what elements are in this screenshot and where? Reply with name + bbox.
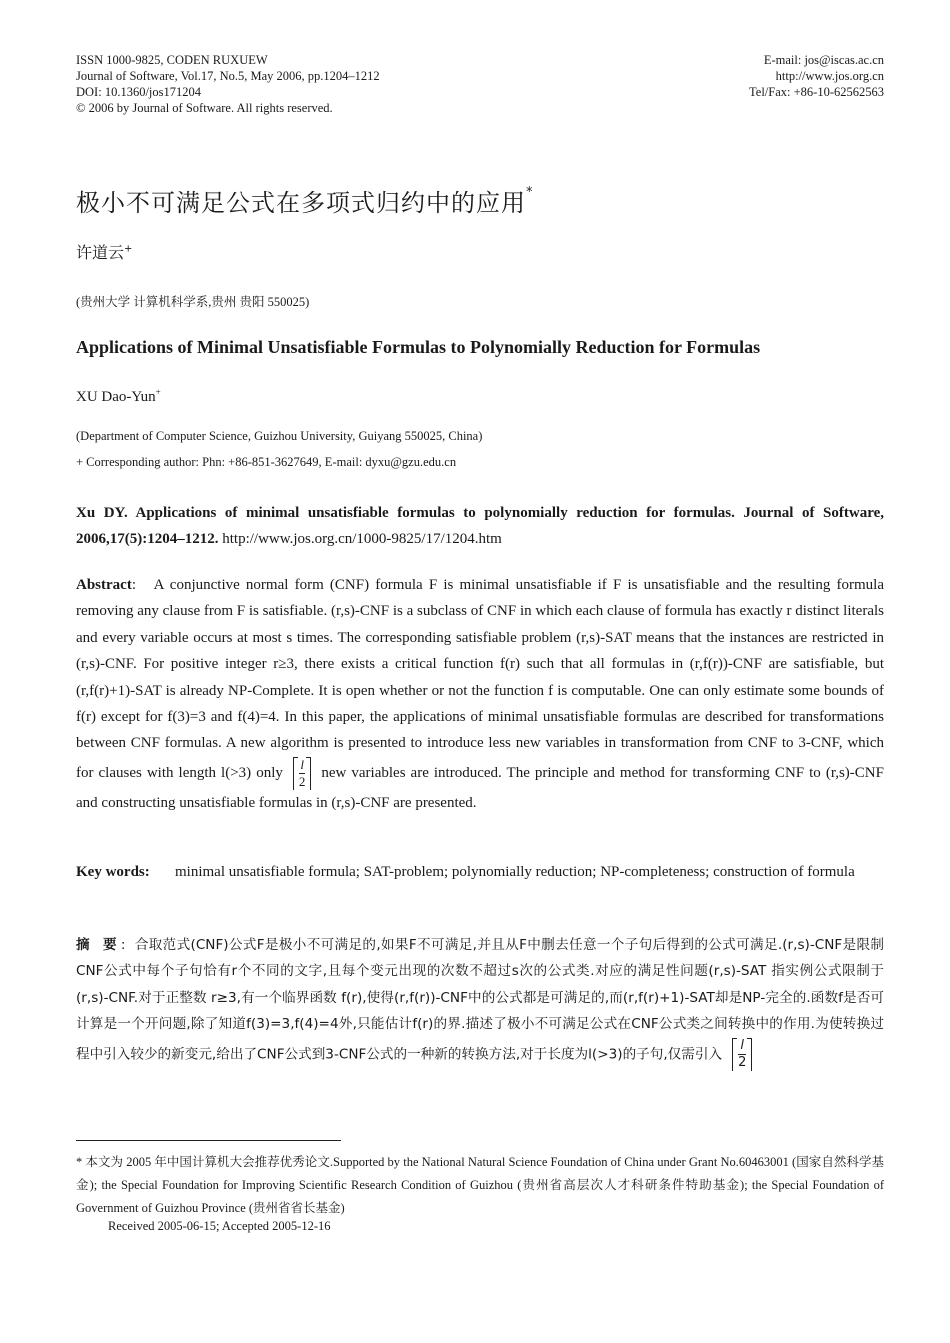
journal-email: E-mail: jos@iscas.ac.cn bbox=[763, 53, 884, 67]
received-dates: Received 2005-06-15; Accepted 2005-12-16 bbox=[108, 1219, 331, 1233]
abstract-label: Abstract bbox=[76, 577, 132, 593]
abstract-text-continued: new variables are introduced. The principle and method for transforming CNF to (r,s)-CNF and constructing unsatisfiable formulas in (r,s)-CNF are presented. bbox=[76, 764, 884, 811]
fraction-numerator: l bbox=[300, 756, 304, 772]
ceiling-fraction bbox=[293, 757, 312, 790]
english-title: Applications of Minimal Unsatisfiable Formulas to Polynomially Reduction for Formulas bbox=[76, 337, 761, 357]
copyright-line: © 2006 by Journal of Software. All rights reserved. bbox=[76, 101, 333, 115]
citation-text: Xu DY. Applications of minimal unsatisfiable formulas to polynomially reduction for formulas. Journal of Software, 2006,17(5):1204–1212. bbox=[76, 505, 884, 547]
english-author bbox=[76, 387, 161, 406]
chinese-ceiling-fraction bbox=[732, 1038, 752, 1071]
footnote: * 本文为 2005 年中国计算机大会推荐优秀论文.Supported by the National Natural Science Foundation of China under Grant No.60463001 (国家自然科学基金); the Special Foundation for Improving Scientific Research Condition of Guizhou (贵州省高层次人才科研条件特助基金); the Special Foundation of Government of Guizhou Province (贵州省省长基金) bbox=[76, 1155, 884, 1215]
abstract-text: A conjunctive normal form (CNF) formula F is minimal unsatisfiable if F is unsatisfiable and the resulting formula removing any clause from F is satisfiable. (r,s)-CNF is a subclass of CNF in which each clause of formula has exactly r distinct literals and every variable occurs at most s times. The corresponding satisfiable problem (r,s)-SAT means that the instances are restricted in (r,s)-CNF. For positive integer r≥3, there exists a critical function f(r) such that all formulas in (r,f(r))-CNF are satisfiable, but (r,f(r)+1)-SAT is already NP-Complete. It is open whether or not the function f is computable. One can only estimate some bounds of f(r) except for f(3)=3 and f(4)=4. In this paper, the applications of minimal unsatisfiable formulas are described for transformations between CNF formulas. A new algorithm is presented to introduce less new variables in transformation from CNF to 3-CNF, which for clauses with length l(>3) only bbox=[76, 577, 884, 781]
english-author-mark: + bbox=[155, 387, 161, 397]
chinese-author bbox=[76, 240, 132, 263]
keywords bbox=[76, 859, 884, 885]
chinese-abstract: 摘 要: 合取范式(CNF)公式F是极小不可满足的,如果F不可满足,并且从F中删去任意一个子句后得到的公式可满足.(r,s)-CNF是限制CNF公式中每个子句恰有r个不同的文字,且每个变元出现的次数不超过s次的公式类.对应的满足性问题(r,s)-SAT 指实例公式限制于(r,s)-CNF.对于正整数 r≥3,有一个临界函数 f(r),使得(r,f(r))-CNF中的公式都是可满足的,而(r,f(r)+1)-SAT却是NP-完全的.函数f是否可计算是一个开问题,除了知道f(3)=3,f(4)=4外,只能估计f(r)的界.描述了极小不可满足公式在CNF公式类之间转换中的作用.为使转换过程中引入较少的新变元,给出了CNF公式到3-CNF公式的一种新的转换方法,对于长度为l(>3)的子句,仅需引入 $\frac{l}{2}$ bbox=[76, 937, 884, 1070]
fraction-denominator: 2 bbox=[298, 773, 306, 789]
journal-volume-line: Journal of Software, Vol.17, No.5, May 2006, pp.1204–1212 bbox=[76, 69, 380, 83]
chinese-author-name: 许道云 bbox=[76, 243, 125, 262]
author-mark: + bbox=[124, 243, 133, 255]
journal-header-left bbox=[76, 52, 380, 116]
chinese-fraction-denominator: 2 bbox=[738, 1054, 747, 1070]
journal-website: http://www.jos.org.cn bbox=[775, 69, 884, 83]
chinese-title-text: 极小不可满足公式在多项式归约中的应用 bbox=[76, 189, 526, 217]
citation-url[interactable]: http://www.jos.org.cn/1000-9825/17/1204.htm bbox=[222, 531, 502, 547]
journal-telfax: Tel/Fax: +86-10-62562563 bbox=[749, 85, 884, 99]
corresponding-author: + Corresponding author: Phn: +86-851-3627649, E-mail: dyxu@gzu.edu.cn bbox=[76, 455, 457, 469]
footnote-divider bbox=[76, 1140, 341, 1141]
chinese-abstract-label: 摘 要 bbox=[76, 937, 121, 953]
keywords-text: minimal unsatisfiable formula; SAT-problem; polynomially reduction; NP-completeness; construction of formula bbox=[175, 864, 855, 880]
journal-header-right bbox=[749, 52, 884, 100]
citation bbox=[76, 500, 884, 552]
chinese-affiliation: (贵州大学 计算机科学系,贵州 贵阳 550025) bbox=[76, 295, 310, 309]
issn-line: ISSN 1000-9825, CODEN RUXUEW bbox=[76, 53, 268, 67]
abstract: Abstract: A conjunctive normal form (CNF) formula F is minimal unsatisfiable if F is unsatisfiable and the resulting formula removing any clause from F is satisfiable. (r,s)-CNF is a subclass of CNF in which each clause of formula has exactly r distinct literals and every variable occurs at most s times. The corresponding satisfiable problem (r,s)-SAT means that the instances are restricted in (r,s)-CNF. For positive integer r≥3, there exists a critical function f(r) such that all formulas in (r,f(r))-CNF are satisfiable, but (r,f(r)+1)-SAT is already NP-Complete. It is open whether or not the function f is computable. One can only estimate some bounds of f(r) except for f(3)=3 and f(4)=4. In this paper, the applications of minimal unsatisfiable formulas are described for transformations between CNF formulas. A new algorithm is presented to introduce less new variables in transformation from CNF to 3-CNF, which for clauses with length l(>3) only $\frac{l}{2}$ new variables are introduced. The principle and method for transforming CNF to (r,s)-CNF and constructing unsatisfiable formulas in (r,s)-CNF are presented. bbox=[76, 577, 884, 811]
english-author-name: XU Dao-Yun bbox=[76, 389, 156, 405]
chinese-title bbox=[76, 183, 534, 218]
english-affiliation: (Department of Computer Science, Guizhou University, Guiyang 550025, China) bbox=[76, 429, 483, 443]
chinese-fraction-numerator: l bbox=[738, 1038, 746, 1055]
title-footnote-mark: * bbox=[526, 185, 534, 200]
chinese-abstract-text: 合取范式(CNF)公式F是极小不可满足的,如果F不可满足,并且从F中删去任意一个子句后得到的公式可满足.(r,s)-CNF是限制CNF公式中每个子句恰有r个不同的文字,且每个变元出现的次数不超过s次的公式类.对应的满足性问题(r,s)-SAT 指实例公式限制于(r,s)-CNF.对于正整数 r≥3,有一个临界函数 f(r),使得(r,f(r))-CNF中的公式都是可满足的,而(r,f(r)+1)-SAT却是NP-完全的.函数f是否可计算是一个开问题,除了知道f(3)=3,f(4)=4外,只能估计f(r)的界.描述了极小不可满足公式在CNF公式类之间转换中的作用.为使转换过程中引入较少的新变元,给出了CNF公式到3-CNF公式的一种新的转换方法,对于长度为l(>3)的子句,仅需引入 bbox=[76, 937, 884, 1063]
keywords-label: Key words: bbox=[76, 864, 150, 880]
doi-line: DOI: 10.1360/jos171204 bbox=[76, 85, 201, 99]
